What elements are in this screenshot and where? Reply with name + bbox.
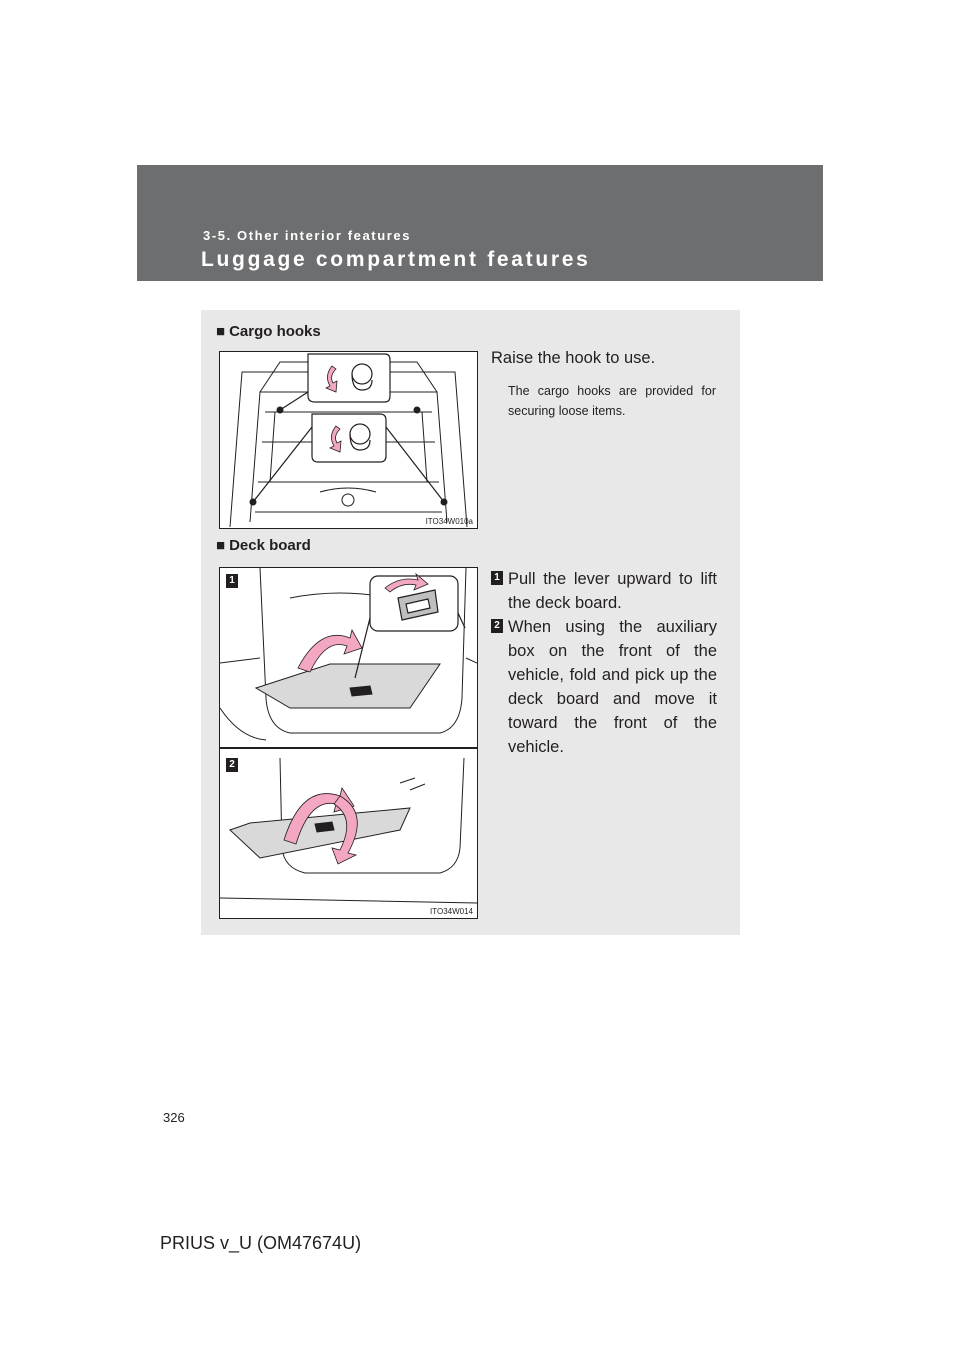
- step-number-badge: 2: [491, 619, 503, 633]
- illustration-code: ITO34W010a: [425, 517, 473, 526]
- step-number-badge: 1: [491, 571, 503, 585]
- cargo-hooks-heading-text: Cargo hooks: [229, 323, 321, 340]
- deck-board-heading-text: Deck board: [229, 537, 311, 554]
- illustration-step-2-badge: 2: [226, 758, 238, 772]
- square-bullet-icon: ■: [216, 537, 226, 554]
- cargo-hooks-instruction: Raise the hook to use.: [491, 349, 656, 367]
- deck-board-heading: [216, 537, 311, 554]
- deck-board-illustration: [219, 567, 478, 919]
- step-text: When using the auxiliary box on the front of the vehicle, fold and pick up the deck board and move it toward the front of the vehicle.: [508, 618, 717, 756]
- deck-board-step-2: [491, 615, 717, 759]
- illustration-step-1-badge: 1: [226, 574, 238, 588]
- cargo-hooks-heading: [216, 323, 321, 340]
- illustration-code: ITO34W014: [430, 907, 473, 916]
- cargo-hooks-note: The cargo hooks are provided for securing loose items.: [508, 384, 716, 418]
- deck-board-drawing: [220, 568, 477, 918]
- page-number: 326: [163, 1110, 185, 1125]
- square-bullet-icon: ■: [216, 323, 226, 340]
- section-label: 3-5. Other interior features: [203, 228, 412, 243]
- page-title: Luggage compartment features: [201, 248, 591, 271]
- step-text: Pull the lever upward to lift the deck board.: [508, 570, 717, 612]
- manual-footer: PRIUS v_U (OM47674U): [160, 1233, 362, 1253]
- cargo-hooks-illustration: [219, 351, 478, 529]
- deck-board-step-1: [491, 567, 717, 615]
- cargo-area-drawing: [220, 352, 477, 528]
